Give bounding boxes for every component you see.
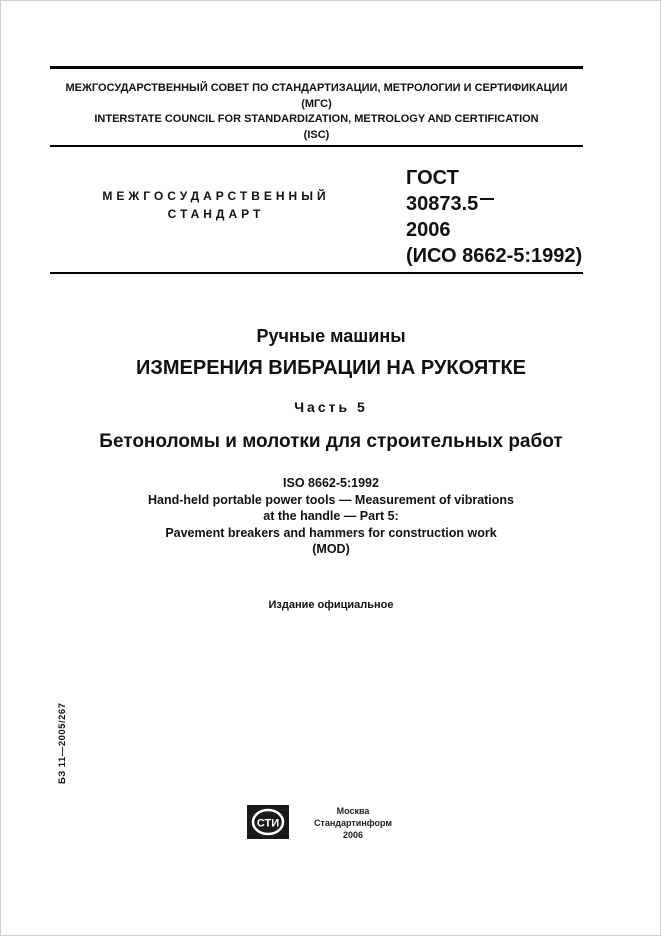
designation-iso-ref: (ИСО 8662-5:1992)	[406, 245, 583, 267]
title-part: Часть 5	[294, 399, 368, 415]
standard-type-line2: СТАНДАРТ	[167, 207, 265, 221]
iso-title-line2: at the handle — Part 5:	[263, 509, 399, 523]
iso-mod: (MOD)	[312, 542, 350, 556]
standard-type-line1: МЕЖГОСУДАРСТВЕННЫЙ	[102, 189, 330, 203]
council-name-en: INTERSTATE COUNCIL FOR STANDARDIZATION, METROLOGY AND CERTIFICATION	[94, 113, 539, 125]
iso-title-line3: Pavement breakers and hammers for construction work	[165, 525, 497, 540]
iso-number: ISO 8662-5:1992	[283, 476, 379, 490]
council-abbr-en: (ISC)	[303, 128, 330, 141]
designation-dash	[480, 198, 494, 200]
iso-title-line1: Hand-held portable power tools — Measurement of vibrations	[147, 492, 514, 507]
publisher-block	[297, 805, 409, 841]
publisher-name: Стандартинформ	[313, 818, 393, 828]
council-name-ru: МЕЖГОСУДАРСТВЕННЫЙ СОВЕТ ПО СТАНДАРТИЗАЦИИ, МЕТРОЛОГИИ И СЕРТИФИКАЦИИ	[65, 82, 568, 94]
iso-block	[50, 475, 612, 558]
side-code: БЗ 11—2005/267	[57, 702, 68, 784]
logo-text: СТИ	[256, 817, 280, 830]
standard-type	[71, 187, 361, 223]
header-rule	[50, 145, 583, 147]
designation-year: 2006	[406, 219, 451, 241]
designation-number: 30873.5	[406, 193, 479, 215]
council-abbr-ru: (МГС)	[301, 97, 332, 110]
top-rule	[50, 66, 583, 69]
council-header	[50, 81, 583, 143]
publisher-year: 2006	[342, 830, 364, 840]
designation-prefix: ГОСТ	[406, 167, 459, 189]
standartinform-logo-icon	[247, 805, 289, 839]
title-subtitle: Бетоноломы и молотки для строительных работ	[99, 431, 563, 452]
designation-rule	[50, 272, 583, 274]
title-group: Ручные машины	[256, 326, 406, 346]
standard-designation	[406, 165, 582, 269]
publisher-city: Москва	[336, 806, 370, 816]
title-main: ИЗМЕРЕНИЯ ВИБРАЦИИ НА РУКОЯТКЕ	[135, 357, 527, 379]
edition-label: Издание официальное	[268, 599, 394, 611]
